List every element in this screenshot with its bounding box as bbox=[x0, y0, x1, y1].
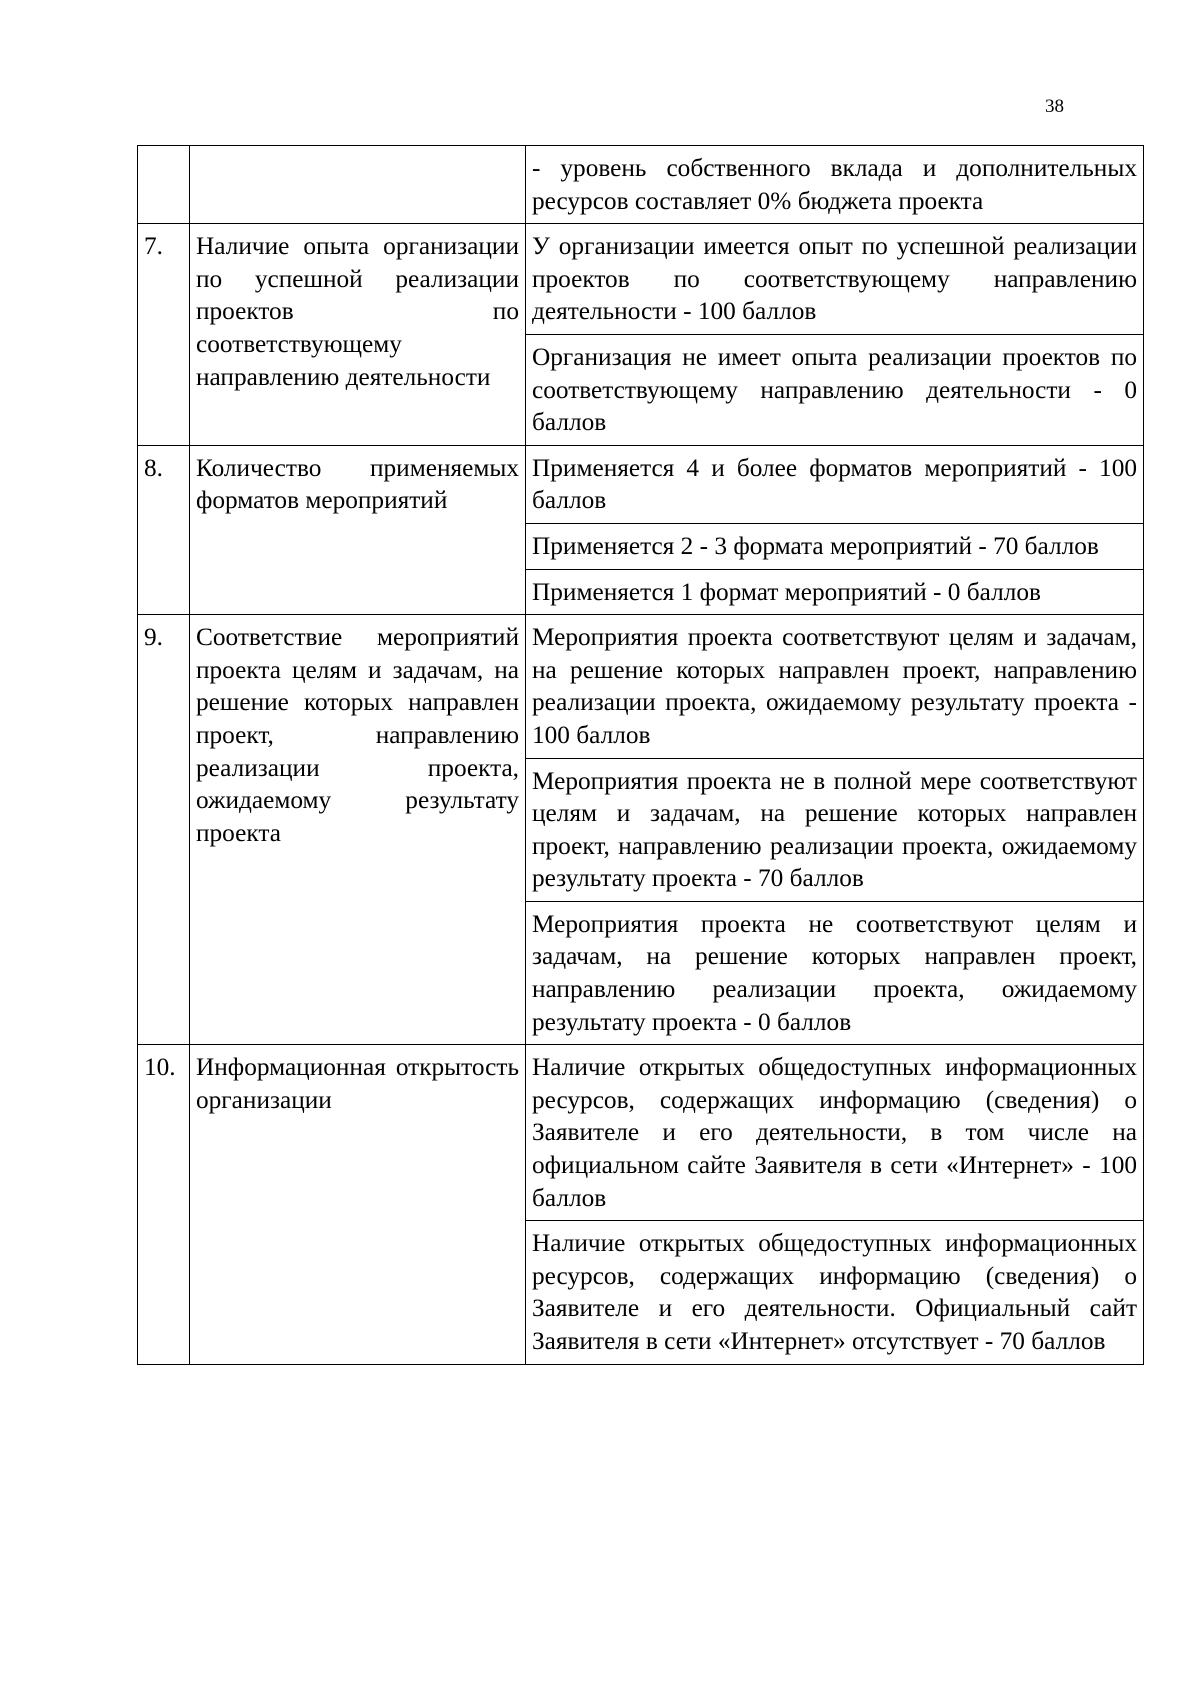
criteria-table bbox=[137, 145, 1144, 1365]
score-option-cell: Применяется 2 - 3 формата мероприятий - 70 баллов bbox=[526, 523, 1144, 569]
score-option-cell: Мероприятия проекта не соответствуют целям и задачам, на решение которых направлен проект, направлению реализации проекта, ожидаемому результату проекта - 0 баллов bbox=[526, 901, 1144, 1044]
score-option-cell: У организации имеется опыт по успешной реализации проектов по соответствующему направлению деятельности - 100 баллов bbox=[526, 224, 1144, 335]
criterion-cell: Информационная открытость организации bbox=[190, 1045, 526, 1364]
row-number-cell bbox=[138, 146, 190, 224]
score-option-cell: Применяется 4 и более форматов мероприятий - 100 баллов bbox=[526, 445, 1144, 523]
criterion-cell: Наличие опыта организации по успешной реализации проектов по соответствующему направлению деятельности bbox=[190, 224, 526, 446]
row-number-cell: 8. bbox=[138, 445, 190, 614]
criterion-cell: Количество применяемых форматов мероприятий bbox=[190, 445, 526, 614]
score-option-cell: - уровень собственного вклада и дополнительных ресурсов составляет 0% бюджета проекта bbox=[526, 146, 1144, 224]
row-number-cell: 7. bbox=[138, 224, 190, 446]
score-option-cell: Наличие открытых общедоступных информационных ресурсов, содержащих информацию (сведения) о Заявителе и его деятельности. Официальный сайт Заявителя в сети «Интернет» отсутствует - 70 баллов bbox=[526, 1221, 1144, 1364]
score-option-cell: Мероприятия проекта соответствуют целям и задачам, на решение которых направлен проект, направлению реализации проекта, ожидаемому результату проекта - 100 баллов bbox=[526, 615, 1144, 758]
table-row bbox=[138, 615, 1144, 758]
table-row bbox=[138, 445, 1144, 523]
row-number-cell: 10. bbox=[138, 1045, 190, 1364]
score-option-cell: Наличие открытых общедоступных информационных ресурсов, содержащих информацию (сведения) о Заявителе и его деятельности, в том числе на официальном сайте Заявителя в сети «Интернет» - 100 баллов bbox=[526, 1045, 1144, 1221]
criterion-cell bbox=[190, 146, 526, 224]
score-option-cell: Мероприятия проекта не в полной мере соответствуют целям и задачам, на решение которых направлен проект, направлению реализации проекта, ожидаемому результату проекта - 70 баллов bbox=[526, 758, 1144, 901]
table-row bbox=[138, 224, 1144, 335]
score-option-cell: Организация не имеет опыта реализации проектов по соответствующему направлению деятельности - 0 баллов bbox=[526, 334, 1144, 445]
row-number-cell: 9. bbox=[138, 615, 190, 1045]
score-option-cell: Применяется 1 формат мероприятий - 0 баллов bbox=[526, 569, 1144, 615]
table-row bbox=[138, 1045, 1144, 1221]
criterion-cell: Соответствие мероприятий проекта целям и задачам, на решение которых направлен проект, направлению реализации проекта, ожидаемому результату проекта bbox=[190, 615, 526, 1045]
page-number: 38 bbox=[1045, 96, 1064, 117]
table-row-continuation bbox=[138, 146, 1144, 224]
